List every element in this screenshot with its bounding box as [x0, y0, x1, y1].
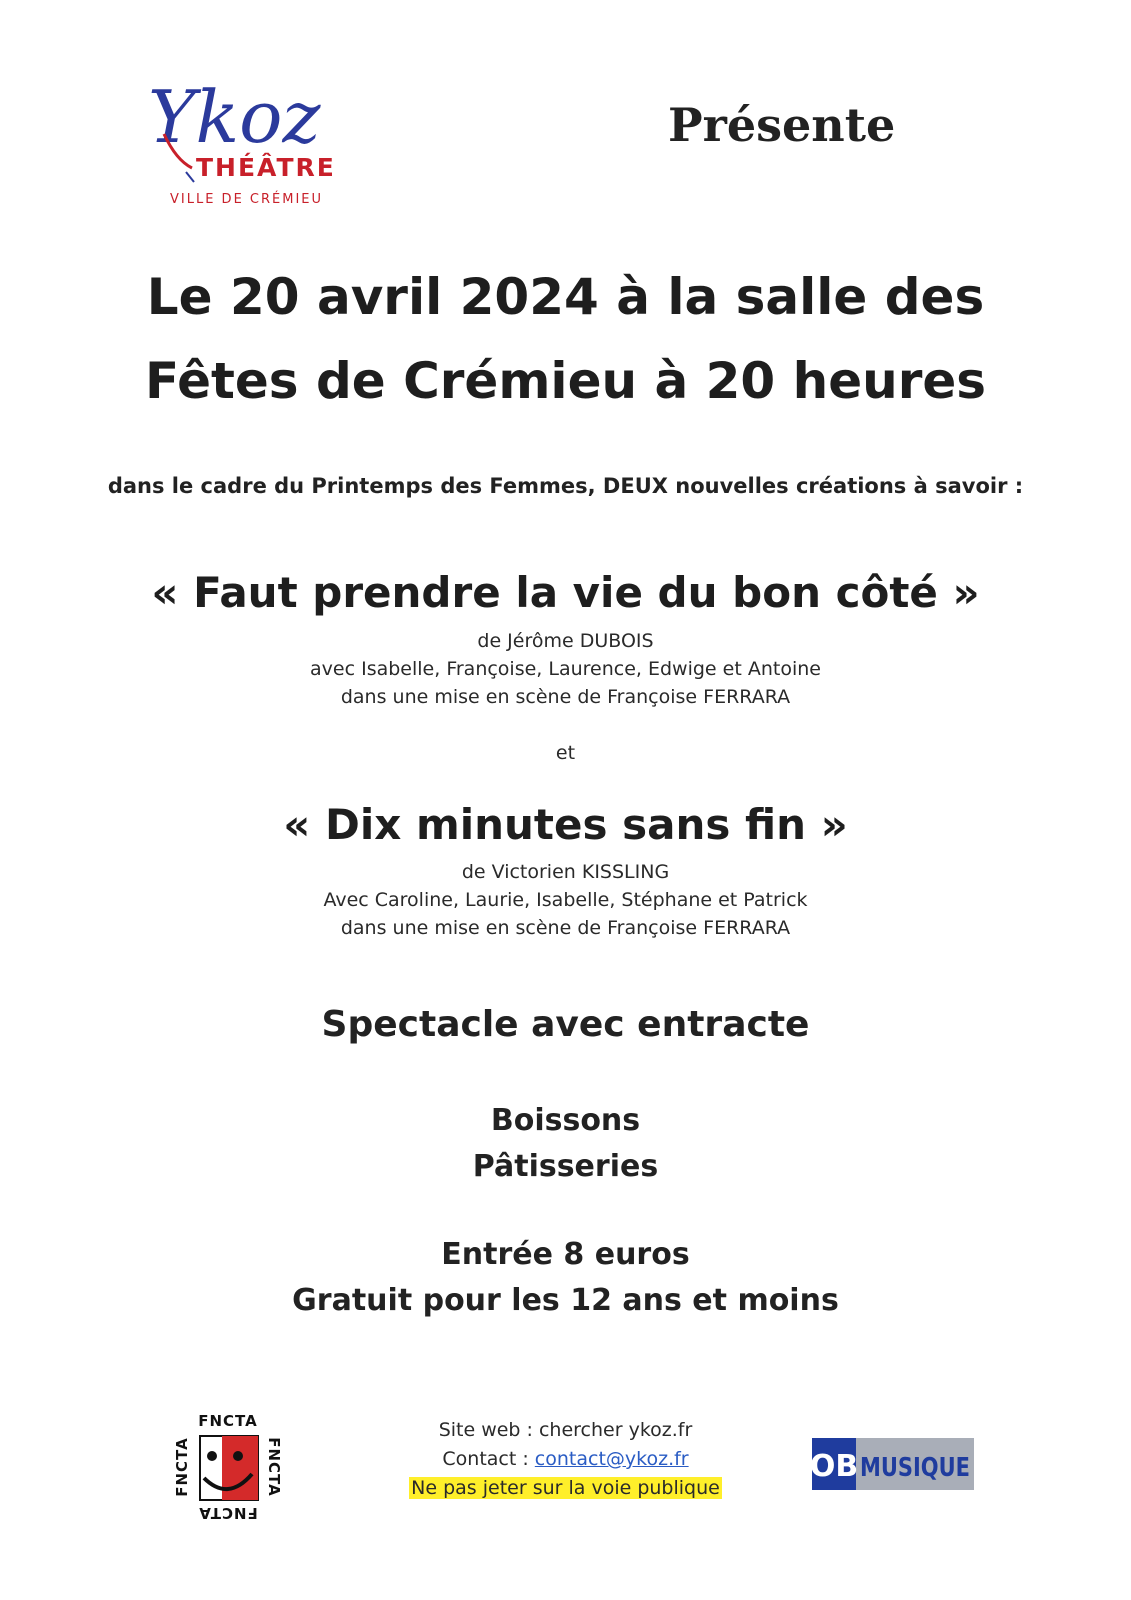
play-1-title: « Faut prendre la vie du bon côté »: [151, 568, 980, 617]
fncta-bottom-text: FNCTA: [198, 1504, 258, 1522]
theatre-mask-icon: [200, 1436, 258, 1500]
ob-text: OB: [809, 1449, 859, 1484]
play-1-cast: avec Isabelle, Françoise, Laurence, Edwige et Antoine: [310, 658, 821, 680]
event-intro: dans le cadre du Printemps des Femmes, DEUX nouvelles créations à savoir :: [107, 474, 1024, 498]
refreshments: [0, 1098, 1131, 1190]
free-entry-note: Gratuit pour les 12 ans et moins: [292, 1283, 839, 1318]
event-date-title: [0, 255, 1131, 423]
contact-label: Contact :: [442, 1448, 535, 1470]
ykoz-theatre-logo: [146, 76, 376, 216]
logo-theatre-text: THÉÂTRE: [196, 153, 336, 182]
play-1-credits: [0, 627, 1131, 711]
fncta-logo: [173, 1412, 283, 1522]
website-line: Site web : chercher ykoz.fr: [438, 1419, 693, 1441]
play-2-title: « Dix minutes sans fin »: [283, 800, 848, 849]
play-2-author: de Victorien KISSLING: [461, 861, 670, 883]
play-2-director: dans une mise en scène de Françoise FERRARA: [340, 917, 791, 939]
play-2-credits: [0, 858, 1131, 942]
pricing: [0, 1232, 1131, 1324]
presents-heading: Présente: [668, 98, 896, 152]
logo-ykoz-text: Ykoz: [148, 75, 321, 159]
entry-price: Entrée 8 euros: [441, 1237, 690, 1272]
fncta-left-text: FNCTA: [173, 1437, 191, 1497]
play-1-author: de Jérôme DUBOIS: [477, 630, 654, 652]
drinks-label: Boissons: [490, 1103, 641, 1138]
fncta-right-text: FNCTA: [265, 1437, 283, 1497]
event-date-line2: Fêtes de Crémieu à 20 heures: [144, 352, 987, 410]
musique-text: MUSIQUE: [860, 1453, 970, 1483]
play-2-cast: Avec Caroline, Laurie, Isabelle, Stéphane et Patrick: [323, 889, 808, 911]
notice-highlight: Ne pas jeter sur la voie publique: [411, 1477, 720, 1499]
ob-musique-logo: [809, 1438, 974, 1490]
intermission-note: Spectacle avec entracte: [321, 1004, 810, 1045]
pastries-label: Pâtisseries: [472, 1149, 659, 1184]
event-date-line1: Le 20 avril 2024 à la salle des: [146, 268, 985, 326]
contact-email-link[interactable]: contact@ykoz.fr: [534, 1448, 689, 1470]
play-1-director: dans une mise en scène de Françoise FERRARA: [340, 686, 791, 708]
logo-city-text: VILLE DE CRÉMIEU: [170, 192, 324, 207]
fncta-top-text: FNCTA: [198, 1412, 258, 1430]
plays-separator: et: [555, 742, 576, 764]
